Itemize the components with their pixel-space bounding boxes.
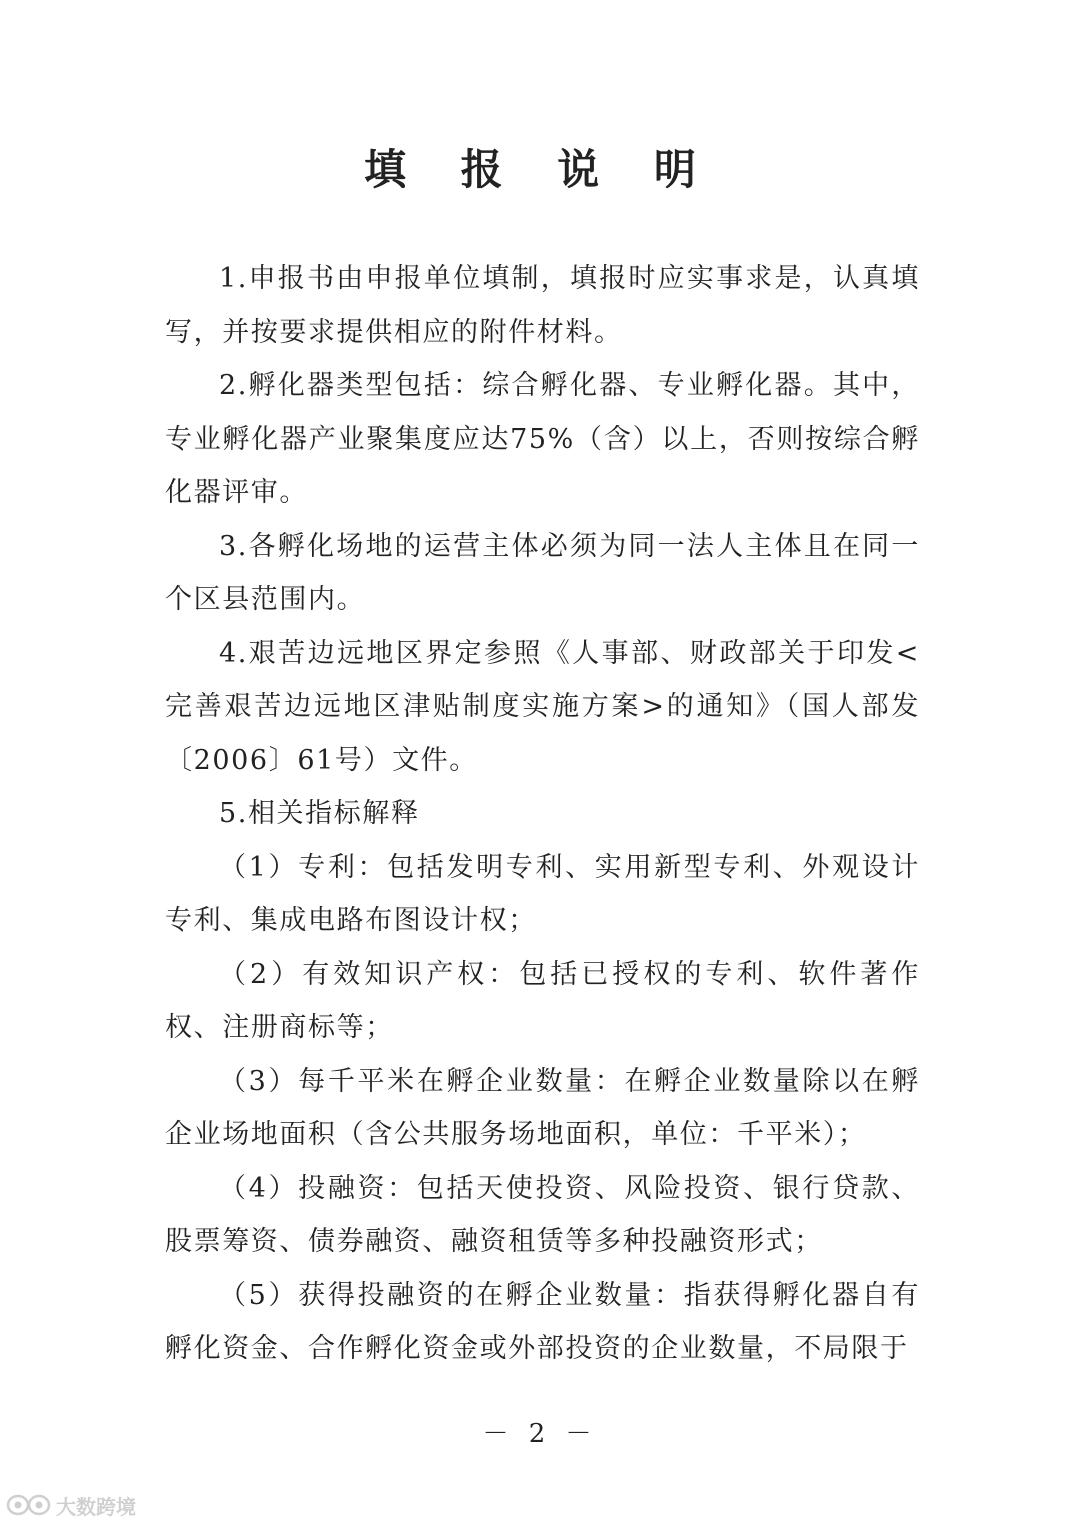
- eye-logo-icon: [6, 1493, 52, 1517]
- paragraph-item-5-2: （2）有效知识产权：包括已授权的专利、软件著作权、注册商标等；: [165, 958, 920, 1043]
- paragraph-item-3: 3.各孵化场地的运营主体必须为同一法人主体且在同一个区县范围内。: [165, 530, 920, 615]
- paragraph-item-5-1: （1）专利：包括发明专利、实用新型专利、外观设计专利、集成电路布图设计权；: [165, 851, 920, 936]
- instructions-body: [165, 252, 920, 1376]
- page-number: － 2 －: [482, 1419, 598, 1449]
- paragraph-item-4: 4.艰苦边远地区界定参照《人事部、财政部关于印发<完善艰苦边远地区津贴制度实施方案>的通知》（国人部发〔2006〕61号）文件。: [165, 637, 920, 776]
- watermark: [6, 1490, 136, 1520]
- paragraph-item-5-5: （5）获得投融资的在孵企业数量：指获得孵化器自有孵化资金、合作孵化资金或外部投资的企业数量，不局限于: [165, 1279, 920, 1364]
- paragraph-item-5-4: （4）投融资：包括天使投资、风险投资、银行贷款、股票筹资、债券融资、融资租赁等多种投融资形式；: [165, 1172, 920, 1257]
- paragraph-item-2: 2.孵化器类型包括：综合孵化器、专业孵化器。其中，专业孵化器产业聚集度应达75%（含）以上，否则按综合孵化器评审。: [165, 370, 920, 508]
- paragraph-item-5: 5.相关指标解释: [219, 798, 420, 829]
- watermark-text: 大数跨境: [56, 1494, 136, 1519]
- page-title: 填 报 说 明: [364, 145, 716, 194]
- paragraph-item-5-3: （3）每千平米在孵企业数量：在孵企业数量除以在孵企业场地面积（含公共服务场地面积，单位：千平米）；: [165, 1065, 920, 1150]
- paragraph-item-1: 1.申报书由申报单位填制，填报时应实事求是，认真填写，并按要求提供相应的附件材料。: [165, 263, 920, 348]
